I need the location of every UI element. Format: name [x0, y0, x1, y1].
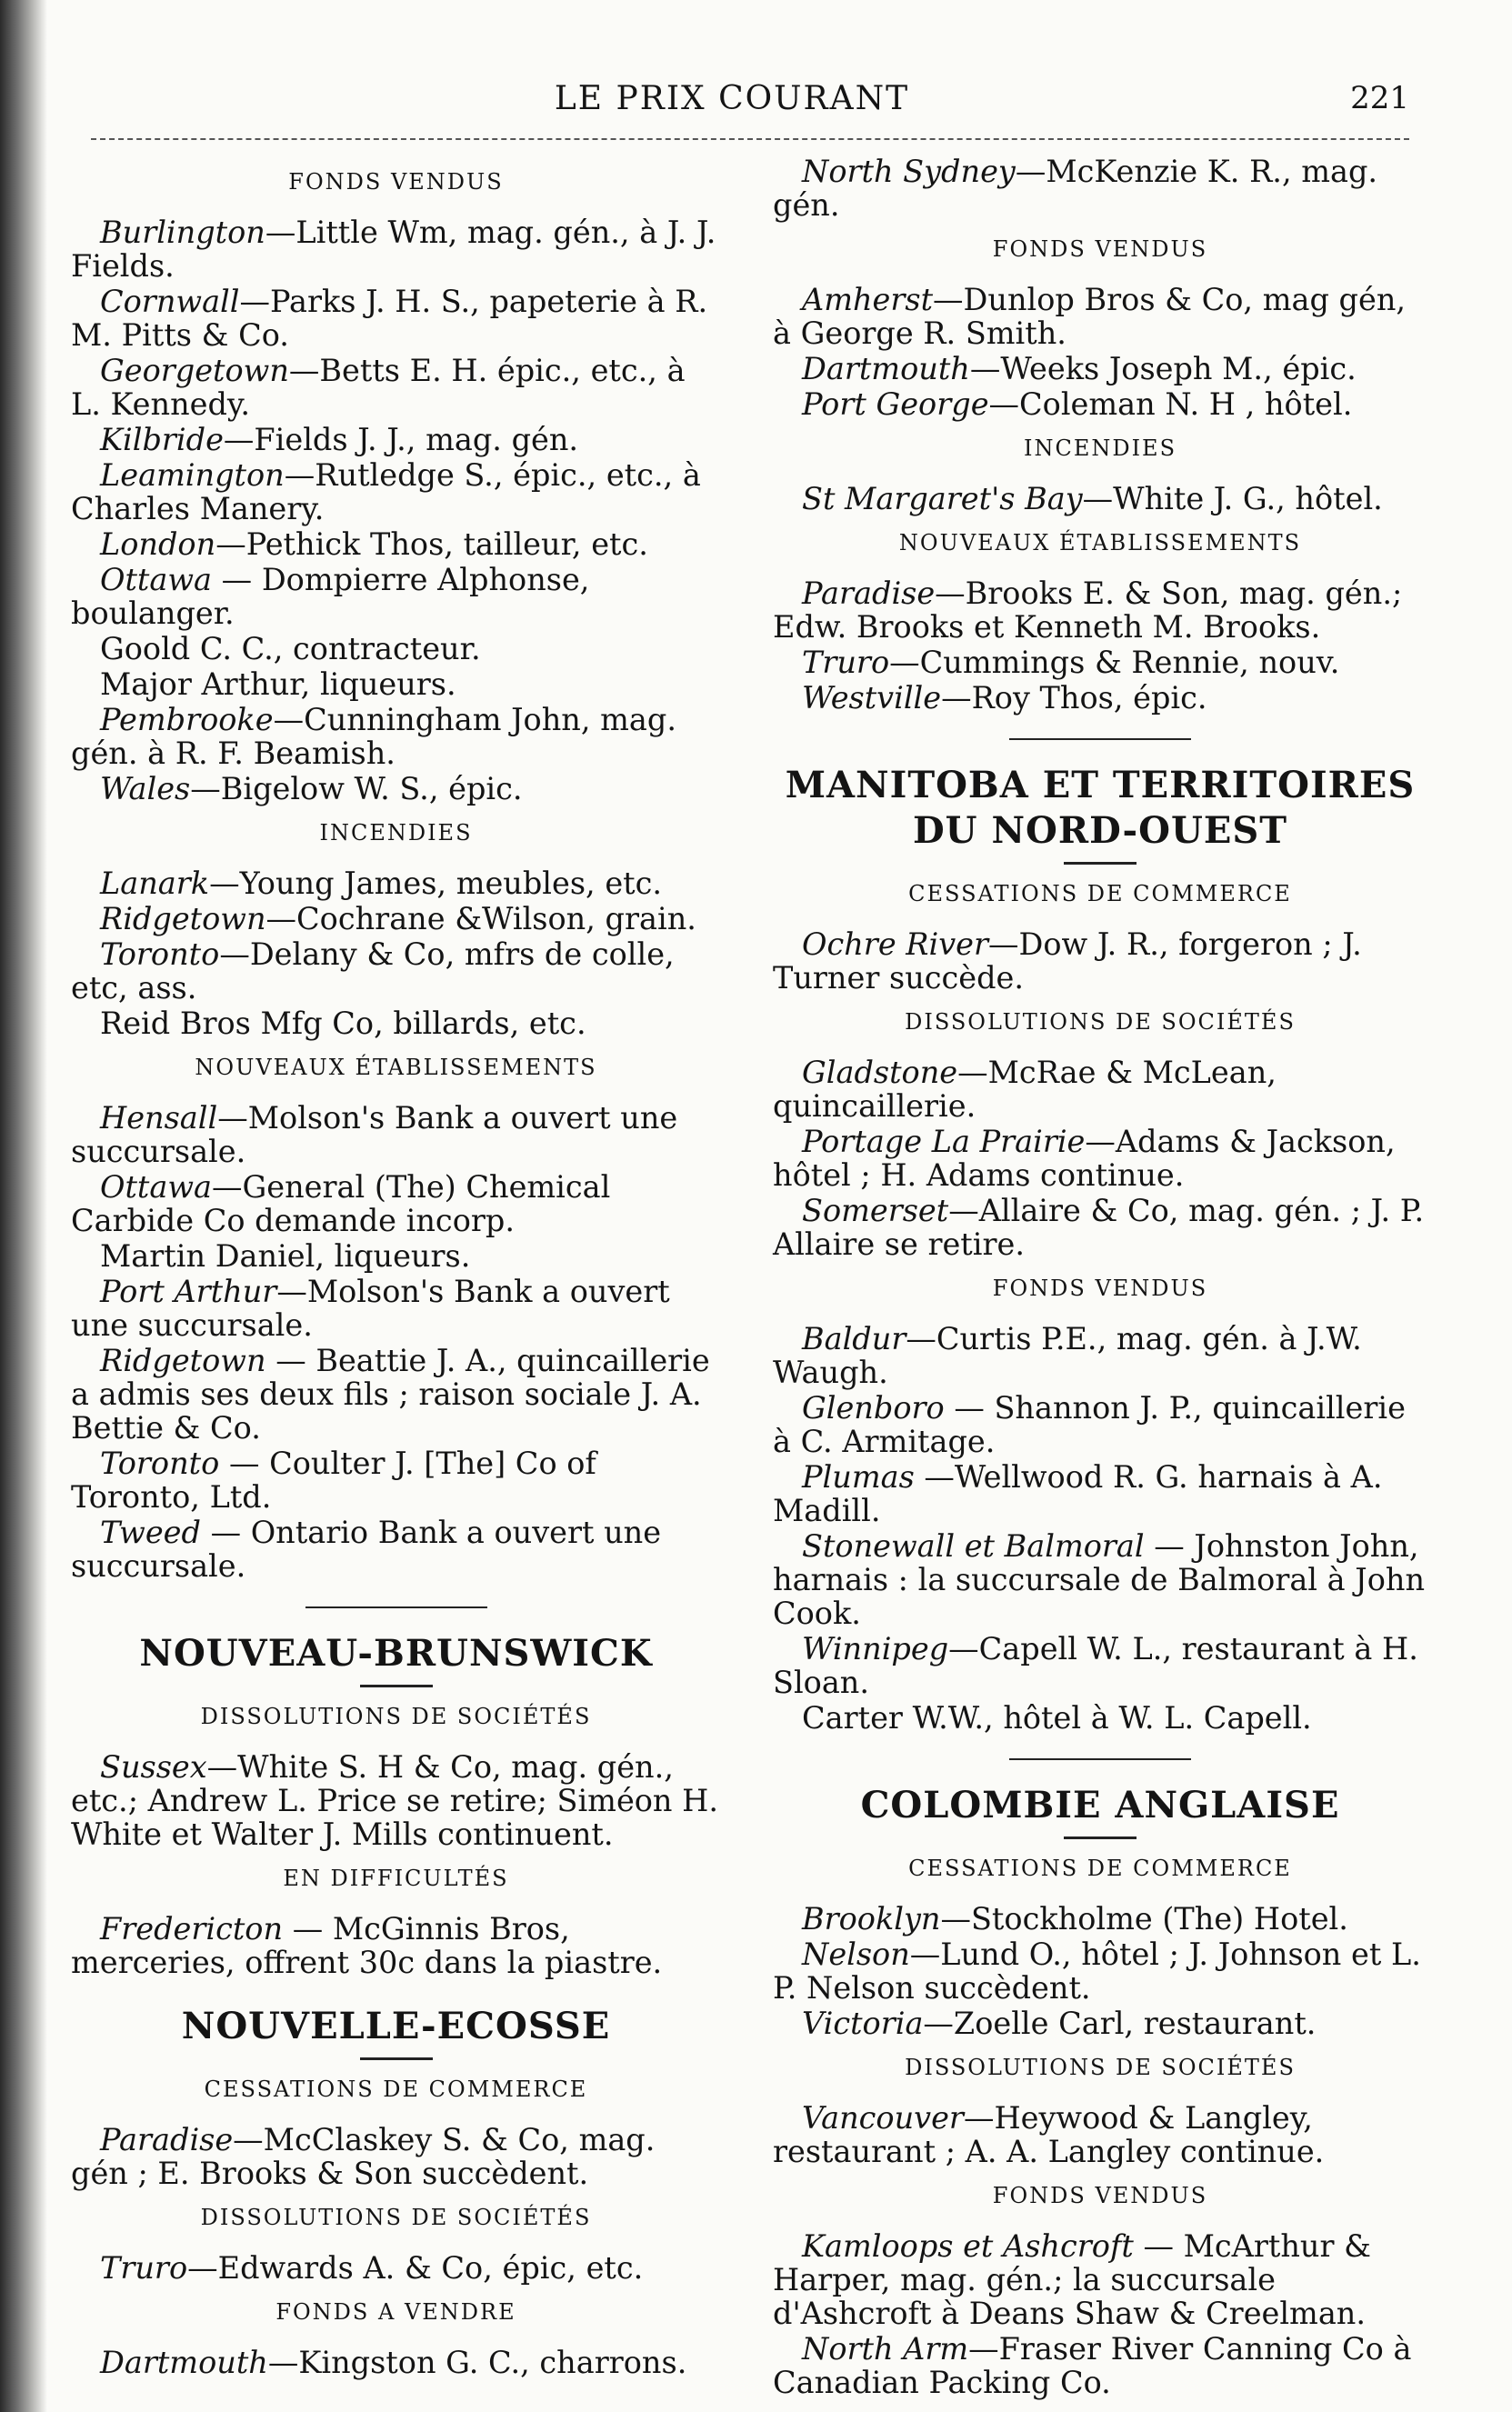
region-heading: DU NORD-OUEST	[912, 809, 1288, 852]
entry	[71, 937, 721, 1005]
entry	[773, 1460, 1427, 1527]
place-name: Leamington	[100, 457, 285, 493]
entry-text: —Adams & Jackson, hôtel ; H. Adams continue.	[773, 1124, 1396, 1193]
place-name: Sussex	[100, 1749, 207, 1785]
page-header	[55, 80, 1409, 135]
entry	[71, 354, 721, 421]
entry-list	[71, 2251, 721, 2285]
place-name: Pembrooke	[100, 702, 274, 737]
entry	[773, 1529, 1427, 1630]
place-name: Somerset	[802, 1193, 949, 1228]
entry-list	[71, 1101, 721, 1583]
place-name: Cornwall	[100, 284, 240, 319]
entry	[773, 2007, 1427, 2040]
entry-list	[773, 2229, 1427, 2399]
entry	[773, 1322, 1427, 1389]
entry-text: —Fraser River Canning Co à Canadian Packing Co.	[773, 2331, 1412, 2400]
region-heading: NOUVEAU-BRUNSWICK	[139, 1632, 653, 1675]
divider	[1009, 1758, 1191, 1760]
entry	[773, 1632, 1427, 1699]
entry-text: — Ontario Bank a ouvert une succursale.	[71, 1515, 662, 1584]
entry	[773, 1391, 1427, 1458]
entry-text: —Coleman N. H , hôtel.	[988, 386, 1353, 422]
entry-text: — McGinnis Bros, merceries, offrent 30c dans la piastre.	[71, 1911, 663, 1980]
entry-text: —White J. G., hôtel.	[1082, 481, 1383, 516]
place-name: Wales	[100, 771, 191, 806]
region-heading: NOUVELLE-ECOSSE	[181, 2005, 611, 2047]
place-name: Ridgetown	[100, 1343, 266, 1378]
entry	[71, 632, 721, 666]
entry-text: —Capell W. L., restaurant à H. Sloan.	[773, 1631, 1418, 1700]
entry	[773, 387, 1427, 421]
entry	[71, 1750, 721, 1851]
entry-text: —McKenzie K. R., mag. gén.	[773, 154, 1378, 223]
section-heading: EN DIFFICULTÉS	[283, 1866, 509, 1891]
entry-text: Carter W.W., hôtel à W. L. Capell.	[802, 1700, 1312, 1736]
entry	[773, 1701, 1427, 1735]
entry-text: —Molson's Bank a ouvert une succursale.	[71, 1100, 678, 1169]
entry-list	[773, 2101, 1427, 2168]
entry-text: —Fields J. J., mag. gén.	[223, 422, 579, 457]
place-name: Winnipeg	[802, 1631, 949, 1666]
entry-text: —Heywood & Langley, restaurant ; A. A. Langley continue.	[773, 2100, 1325, 2169]
entry-text: —Young James, meubles, etc.	[209, 866, 663, 901]
place-name: Dartmouth	[802, 351, 970, 386]
entry-text: —McRae & McLean, quincaillerie.	[773, 1055, 1277, 1124]
section-heading: FONDS VENDUS	[288, 169, 504, 195]
entry	[71, 285, 721, 352]
entry	[773, 681, 1427, 715]
place-name: Gladstone	[802, 1055, 958, 1090]
entry	[71, 1101, 721, 1168]
entry	[773, 2332, 1427, 2399]
section-heading: NOUVEAUX ÉTABLISSEMENTS	[898, 530, 1302, 555]
entry-text: —Weeks Joseph M., épic.	[969, 351, 1357, 386]
section-heading: FONDS VENDUS	[992, 236, 1208, 262]
entry	[71, 1275, 721, 1342]
page-number: 221	[1350, 80, 1409, 116]
divider	[360, 1685, 433, 1687]
entry	[773, 646, 1427, 679]
place-name: Tweed	[100, 1515, 201, 1550]
entry-list	[773, 1322, 1427, 1735]
entry	[71, 563, 721, 630]
entry-text: Goold C. C., contracteur.	[100, 631, 481, 666]
entry-text: —Curtis P.E., mag. gén. à J.W. Waugh.	[773, 1321, 1362, 1390]
place-name: Port Arthur	[100, 1274, 277, 1309]
entry-text: —Allaire & Co, mag. gén. ; J. P. Allaire se retire.	[773, 1193, 1425, 1262]
left-column	[71, 155, 721, 2381]
entry-text: —Edwards A. & Co, épic, etc.	[187, 2250, 644, 2286]
entry	[71, 1344, 721, 1445]
entry	[71, 2251, 721, 2285]
region-heading: MANITOBA ET TERRITOIRES	[785, 764, 1416, 806]
place-name: Vancouver	[802, 2100, 964, 2136]
place-name: Westville	[802, 680, 942, 716]
entry-text: —Molson's Bank a ouvert une succursale.	[71, 1274, 670, 1343]
entry-text: — Johnston John, harnais : la succursale de Balmoral à John Cook.	[773, 1528, 1426, 1631]
entry	[71, 215, 721, 283]
place-name: Ottawa	[100, 562, 213, 597]
entry	[773, 2101, 1427, 2168]
entry	[71, 2123, 721, 2190]
entry	[71, 866, 721, 900]
running-title: LE PRIX COURANT	[554, 80, 910, 117]
place-name: Port George	[802, 386, 989, 422]
section-heading: DISSOLUTIONS DE SOCIÉTÉS	[200, 2205, 592, 2230]
right-column	[773, 155, 1427, 2401]
place-name: Truro	[100, 2250, 188, 2286]
entry	[773, 352, 1427, 385]
place-name: Burlington	[100, 215, 265, 250]
place-name: Toronto	[100, 936, 220, 972]
section-heading: DISSOLUTIONS DE SOCIÉTÉS	[905, 1009, 1296, 1035]
entry-list	[71, 2346, 721, 2379]
entry	[71, 527, 721, 561]
entry-list	[773, 155, 1427, 222]
entry-text: —Brooks E. & Son, mag. gén.; Edw. Brooks et Kenneth M. Brooks.	[773, 575, 1403, 645]
place-name: Brooklyn	[802, 1901, 941, 1937]
entry	[773, 1056, 1427, 1123]
entry-list	[71, 2123, 721, 2190]
entry-text: —Bigelow W. S., épic.	[190, 771, 523, 806]
header-rule	[91, 138, 1409, 140]
entry-list	[71, 215, 721, 806]
divider	[1064, 1837, 1137, 1839]
place-name: Baldur	[802, 1321, 906, 1356]
entry-text: —Delany & Co, mfrs de colle, etc, ass.	[71, 936, 675, 1006]
section-heading: DISSOLUTIONS DE SOCIÉTÉS	[200, 1704, 592, 1729]
entry	[71, 1239, 721, 1273]
entry-text: —Pethick Thos, tailleur, etc.	[215, 526, 648, 562]
place-name: Plumas	[802, 1459, 915, 1495]
section-heading: FONDS VENDUS	[992, 1276, 1208, 1301]
place-name: Truro	[802, 645, 890, 680]
entry	[71, 667, 721, 701]
place-name: Paradise	[100, 2122, 234, 2157]
divider	[1009, 738, 1191, 740]
entry	[773, 927, 1427, 995]
entry	[773, 576, 1427, 644]
place-name: Fredericton	[100, 1911, 284, 1947]
entry-text: —McClaskey S. & Co, mag. gén ; E. Brooks & Son succèdent.	[71, 2122, 656, 2191]
place-name: Kamloops et Ashcroft	[802, 2228, 1134, 2264]
section-heading: FONDS A VENDRE	[275, 2299, 516, 2325]
entry-text: — Coulter J. [The] Co of Toronto, Ltd.	[71, 1446, 596, 1515]
entry-list	[773, 927, 1427, 995]
place-name: Ochre River	[802, 926, 988, 962]
place-name: North Arm	[802, 2331, 969, 2367]
place-name: Ottawa	[100, 1169, 213, 1205]
entry-list	[71, 1750, 721, 1851]
entry-list	[71, 1912, 721, 1979]
place-name: Paradise	[802, 575, 936, 611]
section-heading: CESSATIONS DE COMMERCE	[204, 2077, 588, 2102]
entry-text: —Cummings & Rennie, nouv.	[889, 645, 1340, 680]
entry-text: —Rutledge S., épic., etc., à Charles Manery.	[71, 457, 701, 526]
entry	[71, 1912, 721, 1979]
place-name: Portage La Prairie	[802, 1124, 1086, 1159]
entry	[71, 1006, 721, 1040]
entry	[71, 1170, 721, 1237]
entry-text: —Dunlop Bros & Co, mag gén, à George R. Smith.	[773, 282, 1407, 351]
entry-text: —Stockholme (The) Hotel.	[940, 1901, 1348, 1937]
entry-text: — Shannon J. P., quincaillerie à C. Armitage.	[773, 1390, 1406, 1459]
entry	[71, 423, 721, 456]
entry-text: —Wellwood R. G. harnais à A. Madill.	[773, 1459, 1383, 1528]
entry-text: Martin Daniel, liqueurs.	[100, 1238, 471, 1274]
entry-text: —Parks J. H. S., papeterie à R. M. Pitts & Co.	[71, 284, 708, 353]
entry-text: —Little Wm, mag. gén., à J. J. Fields.	[71, 215, 716, 284]
entry	[71, 458, 721, 525]
entry-text: — Beattie J. A., quincaillerie a admis ses deux fils ; raison sociale J. A. Bettie & Co.	[71, 1343, 710, 1446]
entry	[71, 703, 721, 770]
place-name: Toronto	[100, 1446, 220, 1481]
entry	[773, 482, 1427, 515]
entry-text: —Kingston G. C., charrons.	[267, 2345, 687, 2380]
entry	[71, 902, 721, 936]
entry-text: —Roy Thos, épic.	[941, 680, 1207, 716]
entry	[773, 283, 1427, 350]
entry-list	[773, 1902, 1427, 2040]
section-heading: FONDS VENDUS	[992, 2183, 1208, 2208]
entry	[71, 1446, 721, 1514]
place-name: Lanark	[100, 866, 210, 901]
entry	[773, 2229, 1427, 2330]
entry-text: —Zoelle Carl, restaurant.	[923, 2006, 1317, 2041]
entry	[773, 155, 1427, 222]
place-name: Hensall	[100, 1100, 218, 1136]
place-name: North Sydney	[802, 154, 1016, 189]
place-name: Victoria	[802, 2006, 924, 2041]
place-name: Dartmouth	[100, 2345, 268, 2380]
entry-text: —Dow J. R., forgeron ; J. Turner succède.	[773, 926, 1362, 996]
entry-list	[773, 576, 1427, 715]
entry-list	[773, 283, 1427, 421]
entry	[773, 1125, 1427, 1192]
entry	[773, 1902, 1427, 1936]
place-name: Amherst	[802, 282, 934, 317]
place-name: Kilbride	[100, 422, 224, 457]
entry-text: —White S. H & Co, mag. gén., etc.; Andrew L. Price se retire; Siméon H. White et Walter J. Mills continuent.	[71, 1749, 719, 1852]
place-name: Ridgetown	[100, 901, 266, 936]
section-heading: NOUVEAUX ÉTABLISSEMENTS	[195, 1055, 597, 1080]
entry-text: —Cochrane &Wilson, grain.	[265, 901, 696, 936]
section-heading: DISSOLUTIONS DE SOCIÉTÉS	[905, 2055, 1296, 2080]
entry	[773, 1937, 1427, 2005]
entry-text: —General (The) Chemical Carbide Co demande incorp.	[71, 1169, 611, 1238]
entry	[71, 1516, 721, 1583]
entry-text: —Cunningham John, mag. gén. à R. F. Beamish.	[71, 702, 676, 771]
entry-list	[773, 482, 1427, 515]
entry-text: Reid Bros Mfg Co, billards, etc.	[100, 1006, 586, 1041]
entry-text: —Lund O., hôtel ; J. Johnson et L. P. Nelson succèdent.	[773, 1937, 1421, 2006]
entry	[71, 772, 721, 806]
entry-text: —Betts E. H. épic., etc., à L. Kennedy.	[71, 353, 686, 422]
entry-text: Major Arthur, liqueurs.	[100, 666, 456, 702]
entry	[71, 2346, 721, 2379]
place-name: Glenboro	[802, 1390, 945, 1426]
entry-list	[71, 866, 721, 1040]
section-heading: CESSATIONS DE COMMERCE	[908, 1856, 1292, 1881]
entry	[773, 1194, 1427, 1261]
region-heading: COLOMBIE ANGLAISE	[860, 1784, 1340, 1827]
divider	[1064, 862, 1137, 865]
place-name: Nelson	[802, 1937, 910, 1972]
section-heading: INCENDIES	[1023, 435, 1177, 461]
place-name: Stonewall et Balmoral	[802, 1528, 1145, 1564]
section-heading: CESSATIONS DE COMMERCE	[908, 881, 1292, 906]
divider	[305, 1606, 487, 1608]
place-name: Georgetown	[100, 353, 289, 388]
section-heading: INCENDIES	[319, 820, 473, 846]
place-name: St Margaret's Bay	[802, 481, 1083, 516]
entry-text: — Dompierre Alphonse, boulanger.	[71, 562, 590, 631]
page-edge	[0, 0, 47, 2412]
entry-text: — McArthur & Harper, mag. gén.; la succursale d'Ashcroft à Deans Shaw & Creelman.	[773, 2228, 1371, 2331]
place-name: London	[100, 526, 216, 562]
divider	[360, 2057, 433, 2060]
entry-list	[773, 1056, 1427, 1261]
